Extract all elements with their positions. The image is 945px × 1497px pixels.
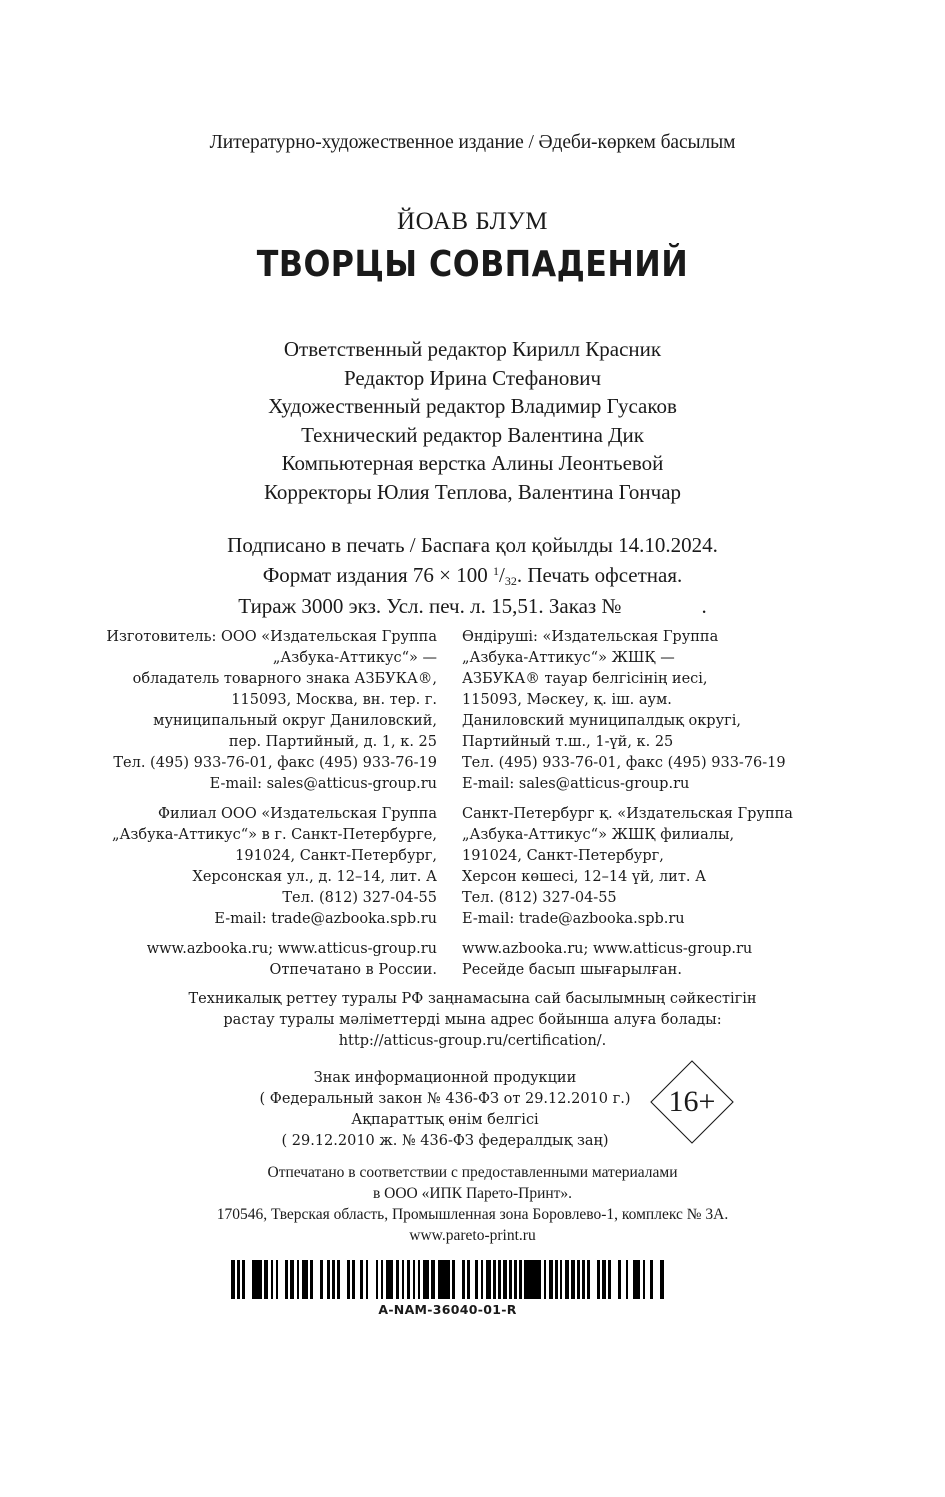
format-fraction [493, 563, 517, 587]
certification-url: http://atticus-group.ru/certification/. [338, 1033, 607, 1049]
info-sign-line: Знак информационной продукции [313, 1070, 577, 1086]
barcode-space [368, 1260, 375, 1299]
website-line: www.azbooka.ru; www.atticus-group.ru [146, 941, 437, 957]
address-line: пер. Партийный, д. 1, к. 25 [228, 734, 437, 750]
age-rating: 16+ [668, 1085, 716, 1118]
fraction-slash: / [498, 562, 505, 587]
email-line: E-mail: trade@azbooka.spb.ru [214, 911, 437, 927]
print-run-end: . [701, 594, 707, 618]
info-sign-line: ( 29.12.2010 ж. № 436-ФЗ федералдық заң) [281, 1133, 609, 1149]
address-line: Партийный т.ш., 1-үй, к. 25 [462, 734, 674, 750]
credit-editor: Редактор Ирина Стефанович [343, 365, 602, 390]
printer-block [0, 1162, 945, 1246]
website-line: www.azbooka.ru; www.atticus-group.ru [462, 941, 753, 957]
barcode-space [653, 1260, 660, 1299]
address-line: обладатель товарного знака АЗБУКА®, [132, 671, 437, 687]
email-line: E-mail: sales@atticus-group.ru [462, 776, 690, 792]
barcode-code: A-NAM-36040-01-R [378, 1302, 517, 1317]
barcode-space [590, 1260, 597, 1299]
barcode-space [278, 1260, 285, 1299]
print-run-line [0, 594, 945, 620]
address-line: АЗБУКА® тауар белгісінің иесі, [462, 671, 708, 687]
barcode-space [455, 1260, 462, 1299]
manufacturer-ru [106, 627, 437, 981]
certification-line: Техникалық реттеу туралы РФ заңнамасына сай басылымның сәйкестігін [188, 991, 757, 1007]
barcode-bar [660, 1260, 664, 1299]
printed-in-line: Ресейде басып шығарылған. [462, 962, 682, 978]
credit-technical-editor: Технический редактор Валентина Дик [301, 422, 644, 447]
format-line [0, 559, 945, 595]
format-prefix: Формат издания 76 × 100 [262, 562, 493, 587]
barcode-space [340, 1260, 347, 1299]
info-sign-line: ( Федеральный закон № 436-ФЗ от 29.12.2010 г.) [259, 1091, 631, 1107]
edition-type: Литературно-художественное издание / Әдеби-көркем басылым [209, 132, 736, 153]
print-info-block [0, 533, 945, 620]
address-line: „Азбука-Аттикус“» — [272, 650, 437, 666]
author-name: ЙОАВ БЛУМ [397, 208, 548, 235]
credits-block [0, 335, 945, 506]
barcode-space [313, 1260, 320, 1299]
printer-url: www.pareto-print.ru [409, 1227, 536, 1244]
address-line: Даниловский муниципалдық округі, [462, 713, 741, 729]
printer-line: 170546, Тверская область, Промышленная зона Боровлево-1, комплекс № 3А. [216, 1206, 729, 1223]
fraction-numerator: 1 [492, 563, 499, 578]
printer-line: в ООО «ИПК Парето-Принт». [372, 1185, 573, 1202]
branch-line: Херсонская ул., д. 12–14, лит. А [192, 869, 437, 885]
address-line: „Азбука-Аттикус“» ЖШҚ — [462, 650, 675, 666]
branch-line: „Азбука-Аттикус“» в г. Санкт-Петербурге, [112, 827, 437, 843]
branch-line: 191024, Санкт-Петербург, [462, 848, 664, 864]
phone-line: Тел. (495) 933-76-01, факс (495) 933-76-19 [462, 755, 786, 771]
printer-line: Отпечатано в соответствии с предоставленными материалами [267, 1164, 678, 1181]
credit-proofreaders: Корректоры Юлия Теплова, Валентина Гончар [263, 479, 682, 504]
phone-line: Тел. (812) 327-04-55 [462, 890, 617, 906]
barcode-space [611, 1260, 618, 1299]
manufacturer-kz [462, 627, 793, 981]
phone-line: Тел. (812) 327-04-55 [282, 890, 437, 906]
email-line: E-mail: sales@atticus-group.ru [209, 776, 437, 792]
address-line: Изготовитель: ООО «Издательская Группа [106, 629, 437, 645]
address-line: 115093, Москва, вн. тер. г. [231, 692, 437, 708]
branch-line: „Азбука-Аттикус“» ЖШҚ филиалы, [462, 827, 735, 843]
signed-to-print: Подписано в печать / Баспаға қол қойылды 14.10.2024. [227, 533, 718, 557]
barcode-bar [438, 1260, 450, 1299]
branch-line: Филиал ООО «Издательская Группа [158, 806, 437, 822]
branch-line: Херсон көшесі, 12–14 үй, лит. А [462, 869, 707, 885]
address-line: Өндіруші: «Издательская Группа [462, 629, 719, 645]
barcode-bar [524, 1260, 541, 1299]
barcode-bar [252, 1260, 262, 1299]
email-line: E-mail: trade@azbooka.spb.ru [462, 911, 685, 927]
credit-art-editor: Художественный редактор Владимир Гусаков [268, 394, 677, 418]
address-line: муниципальный округ Даниловский, [153, 713, 437, 729]
certification-line: растау туралы мәліметтерді мына адрес бойынша алуға болады: [223, 1012, 722, 1028]
branch-line: Санкт-Петербург қ. «Издательская Группа [462, 806, 793, 822]
branch-line: 191024, Санкт-Петербург, [235, 848, 437, 864]
address-line: 115093, Мәскеу, қ. іш. аум. [462, 692, 672, 708]
info-sign-line: Ақпараттық өнім белгісі [351, 1112, 539, 1128]
credit-managing-editor: Ответственный редактор Кирилл Красник [283, 337, 662, 361]
barcode-space [245, 1260, 252, 1299]
barcode-icon [231, 1260, 665, 1299]
fraction-denominator: 32 [504, 573, 517, 588]
format-suffix: . Печать офсетная. [516, 562, 683, 587]
barcode-bar [386, 1260, 393, 1299]
credit-layout: Компьютерная верстка Алины Леонтьевой [281, 451, 664, 475]
book-title: ТВОРЦЫ СОВПАДЕНИЙ [256, 244, 689, 285]
info-sign-block [240, 1068, 650, 1152]
barcode-bar [633, 1260, 640, 1299]
printed-in-line: Отпечатано в России. [269, 962, 437, 978]
certification-block [0, 989, 945, 1052]
phone-line: Тел. (495) 933-76-01, факс (495) 933-76-19 [113, 755, 437, 771]
print-run: Тираж 3000 экз. Усл. печ. л. 15,51. Заказ № [238, 594, 622, 618]
